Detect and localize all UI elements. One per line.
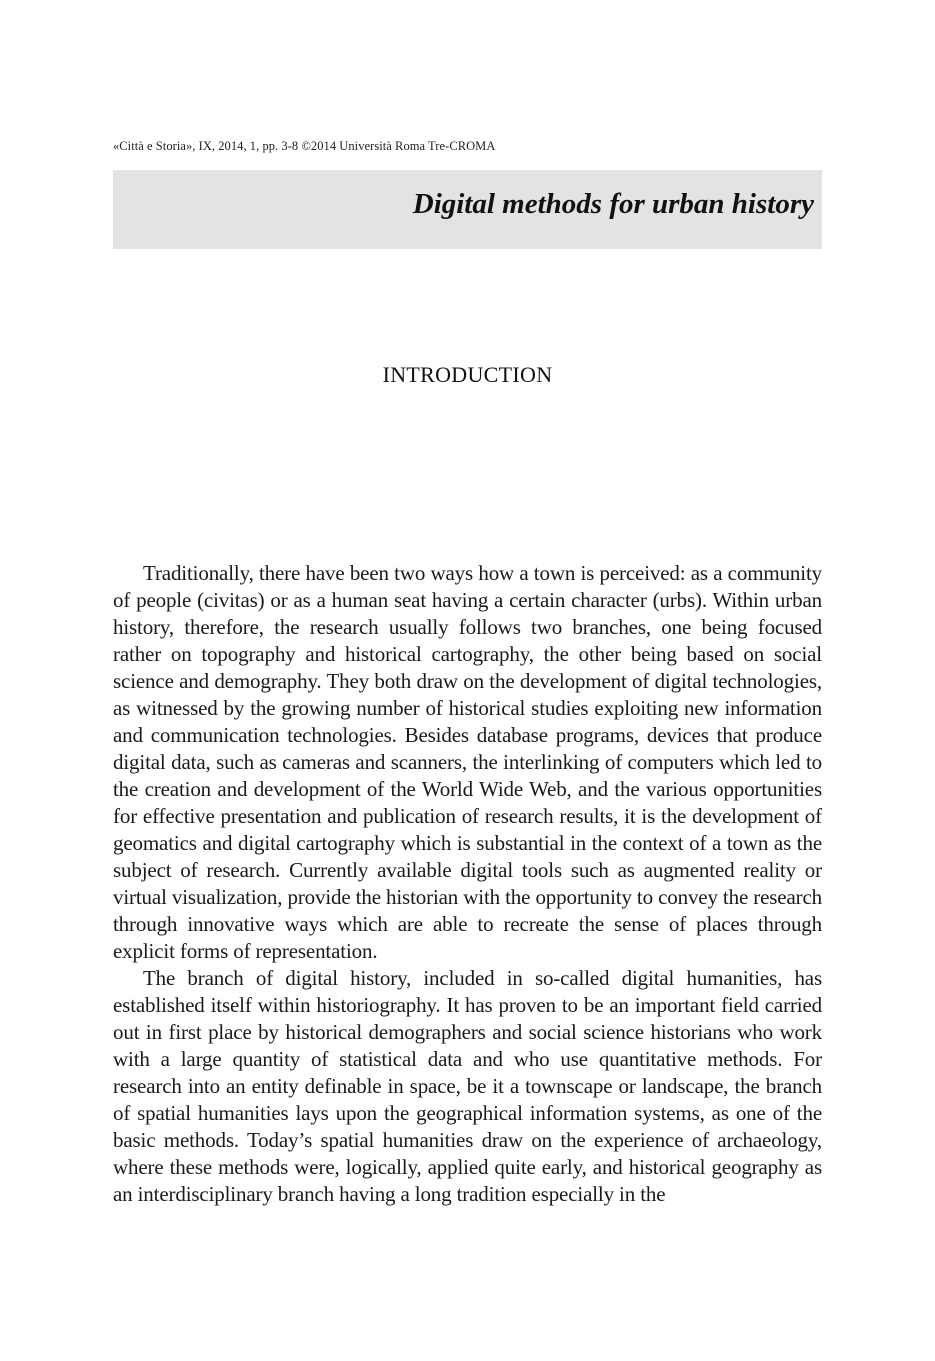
body-paragraph: The branch of digital history, included in so-called digital humanities, has established itself within historiography. It has proven to be an important field carried out in first place by historical demographers and social science historians who work with a large quantity of statistical data and who use quantitative methods. For research into an entity definable in space, be it a townscape or landscape, the branch of spatial humanities lays upon the geographical information systems, as one of the basic methods. Today’s spatial humanities draw on the experience of archaeology, where these methods were, logically, applied quite early, and historical geography as an interdisciplinary branch having a long tradition especially in the bbox=[113, 966, 822, 1206]
article-heading: INTRODUCTION bbox=[382, 362, 553, 387]
section-title-band bbox=[113, 170, 822, 249]
article-body bbox=[113, 560, 822, 1208]
body-paragraph: Traditionally, there have been two ways how a town is perceived: as a community of people (civitas) or as a human seat having a certain character (urbs). Within urban history, therefore, the research usually follows two branches, one being focused rather on topography and historical cartography, the other being based on social science and demography. They both draw on the development of digital technologies, as witnessed by the growing number of historical studies exploiting new information and communication technologies. Besides database programs, devices that produce digital data, such as cameras and scanners, the interlinking of computers which led to the creation and development of the World Wide Web, and the various opportunities for effective presentation and publication of research results, it is the development of geomatics and digital cartography which is substantial in the context of a town as the subject of research. Currently available digital tools such as augmented reality or virtual visualization, provide the historian with the opportunity to convey the research through innovative ways which are able to recreate the sense of places through explicit forms of representation. bbox=[113, 561, 822, 963]
running-head: «Città e Storia», IX, 2014, 1, pp. 3-8 ©2014 Università Roma Tre-CROMA bbox=[113, 139, 496, 153]
section-title: Digital methods for urban history bbox=[412, 188, 814, 220]
